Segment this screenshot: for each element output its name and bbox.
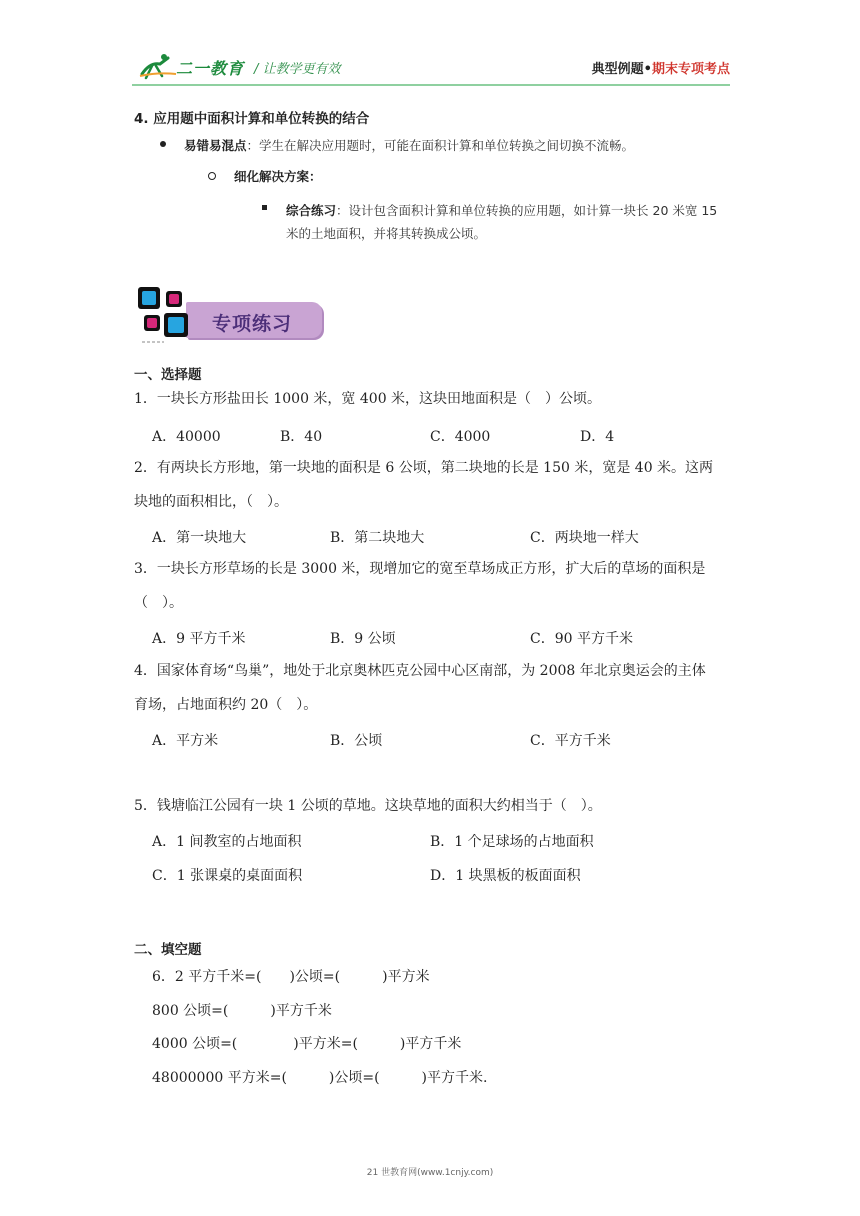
fill-line-3: 4000 公顷=( )平方米=( )平方千米 bbox=[152, 1036, 462, 1052]
q5-option-b: B．1 个足球场的占地面积 bbox=[430, 834, 594, 850]
bullet-circle-icon bbox=[208, 172, 216, 180]
q5-option-a: A．1 间教室的占地面积 bbox=[152, 834, 302, 850]
fill-line-4: 48000000 平方米=( )公顷=( )平方千米. bbox=[152, 1070, 488, 1086]
q5-text: 5．钱塘临江公园有一块 1 公顷的草地。这块草地的面积大约相当于（ ）。 bbox=[134, 798, 602, 814]
page-footer: 21 世教育网(www.1cnjy.com) bbox=[366, 1168, 494, 1178]
q1-option-a: A．40000 bbox=[152, 429, 221, 445]
q3-option-c: C．90 平方千米 bbox=[530, 631, 633, 647]
tip-heading: 4. 应用题中面积计算和单位转换的结合 bbox=[134, 111, 370, 127]
q1-option-c: C．4000 bbox=[430, 429, 491, 445]
fill-line-1: 6．2 平方千米=( )公顷=( )平方米 bbox=[152, 969, 430, 985]
doc-type-label: 典型例题•期末专项考点 bbox=[591, 62, 730, 77]
bullet-square-icon bbox=[262, 205, 267, 210]
q3-option-b: B．9 公顷 bbox=[330, 631, 396, 647]
q3-line-1: 3．一块长方形草场的长是 3000 米，现增加它的宽至草场成正方形，扩大后的草场的面积是 bbox=[134, 561, 706, 577]
part2-heading: 二、填空题 bbox=[134, 942, 202, 958]
bullet-disc-icon bbox=[160, 141, 166, 147]
grid-squares-icon bbox=[136, 285, 194, 343]
fill-line-2: 800 公顷=( )平方千米 bbox=[152, 1003, 332, 1019]
runner-logo-icon bbox=[138, 52, 178, 80]
tip-bullet-2: 细化解决方案： bbox=[234, 169, 322, 184]
header-divider bbox=[132, 84, 730, 86]
q2-option-c: C．两块地一样大 bbox=[530, 530, 639, 546]
q2-option-a: A．第一块地大 bbox=[152, 530, 247, 546]
q1-option-d: D．4 bbox=[580, 429, 615, 445]
q2-line-2: 块地的面积相比，（ ）。 bbox=[134, 494, 288, 510]
q4-line-2: 育场，占地面积约 20（ ）。 bbox=[134, 697, 318, 713]
q5-option-d: D．1 块黑板的板面面积 bbox=[430, 868, 581, 884]
q4-option-c: C．平方千米 bbox=[530, 733, 611, 749]
doc-type-highlight: 期末专项考点 bbox=[651, 62, 730, 77]
q1-option-b: B．40 bbox=[280, 429, 323, 445]
q2-option-b: B．第二块地大 bbox=[330, 530, 425, 546]
q3-option-a: A．9 平方千米 bbox=[152, 631, 246, 647]
tip-bullet-3: 综合练习：设计包含面积计算和单位转换的应用题，如计算一块长 20 米宽 15 米的土地面积，并将其转换成公顷。 bbox=[286, 203, 718, 241]
q4-line-1: 4．国家体育场“鸟巢”，地处于北京奥林匹克公园中心区南部，为 2008 年北京奥运会的主体 bbox=[134, 663, 706, 679]
q5-option-c: C．1 张课桌的桌面面积 bbox=[152, 868, 303, 884]
q2-line-1: 2．有两块长方形地，第一块地的面积是 6 公顷，第二块地的长是 150 米，宽是 40 米。这两 bbox=[134, 460, 714, 476]
q4-option-b: B．公顷 bbox=[330, 733, 383, 749]
q1-text: 1．一块长方形盐田长 1000 米，宽 400 米，这块田地面积是（ ）公顷。 bbox=[134, 391, 602, 407]
q4-option-a: A．平方米 bbox=[152, 733, 219, 749]
section-banner-title: 专项练习 bbox=[212, 313, 293, 335]
banner-underline bbox=[142, 340, 164, 344]
tip-bullet-1: 易错易混点：学生在解决应用题时，可能在面积计算和单位转换之间切换不流畅。 bbox=[184, 138, 635, 153]
part1-heading: 一、选择题 bbox=[134, 367, 202, 383]
brand-slogan: / 让教学更有效 bbox=[254, 62, 341, 77]
q3-line-2: （ ）。 bbox=[134, 595, 183, 611]
brand-name: 二一教育 bbox=[176, 59, 245, 78]
